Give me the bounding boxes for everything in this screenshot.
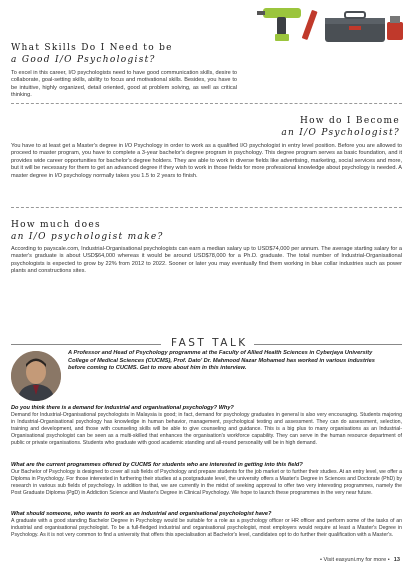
question: What are the current programmes offered by CUCMS for students who are interested in getting into this field? — [11, 462, 303, 468]
fast-talk-rule-right — [254, 344, 402, 345]
heading-line-2: an I/O psychologist make? — [11, 232, 164, 242]
heading-line-1: How do I Become — [299, 116, 400, 126]
question: Do you think there is a demand for industrial and organisational psychology? Why? — [11, 405, 234, 411]
answer: A graduate with a good standing Bachelor Degree in Psychology would be suitable for a role as a psychology officer or HR officer and perform some of the tasks of an industrial and organisational psychologist. To be a full-fledged industrial and organisational psychologist, most employers would require at least a Master's Degree in Psychology. As it is not very common to find a university that offers this specialisation at Bachelor's level, candidates opt to do further their qualification with a Master's. — [11, 518, 402, 539]
tools-icon — [255, 4, 407, 44]
power-drill-icon — [257, 8, 301, 41]
question: What should someone, who wants to work as an industrial and organisational psychologist have? — [11, 511, 272, 517]
qa-item — [11, 405, 402, 447]
qa-item — [11, 462, 402, 497]
person-icon — [11, 351, 61, 401]
page-footer — [320, 557, 400, 563]
section-body: You have to at least get a Master's degree in I/O Psychology in order to work as a qualified I/O psychologist in entry level position. Before you are allowed to proceed to master program, you have to complete a 3-year bachelor's degree program in psychology. This degree program serves as basic foundation, and it provides wide career opportunities for bachelor's degree holders. They are able to work in diverse fields like advertising, marketing, social services and more, but it will be necessary for them to get an advanced degree if they wish to work in those fields for more professional knowledge about psychology is needed. A master degree in I/O psychology normally takes you 1.5 to 2 years to finish. — [11, 143, 402, 179]
section-heading — [281, 115, 400, 139]
toolbox-icon — [325, 12, 385, 42]
heading-line-1: How much does — [11, 220, 101, 230]
fast-talk-bio: A Professor and Head of Psychology programme at the Faculty of Allied Health Sciences in Cyberjaya University College of Medical Sciences (CUCMS), Prof. Dato' Dr. Mahmood Nazar Mohamed has worked in various industries before coming to CUCMS. Get to more about him in this interview. — [68, 350, 375, 371]
heading-line-2: an I/O Psychologist? — [281, 128, 400, 138]
page-number: 13 — [393, 557, 400, 563]
section-body: According to payscale.com, Industrial-Organisational psychologists can earn a median salary up to USD$74,000 per annum. The average starting salary for a master's graduate is about USD$64,000 whereas it would be around USD$78,000 for a Ph.D. graduate. The total number of Industrial-Organisational psychologists is expected to grow by 22% from 2012 to 2022. Sooner or later you may eventually find them working in blue collar industries such as power plants and constructions sites. — [11, 246, 402, 275]
answer: Demand for Industrial-Organisational psychologists in Malaysia is good; in fact, demand for psychology graduates in general is also very encouraging. Students majoring in Industrial-Organisational psychology has knowledge in human behavior, management, psychological testing and assessment. They can do assessment, selection, training and development, and those with counseling skills will be able to give counseling and guidance. This is a big plus to many organisations as an Industrial-Organisational psychologist can be seen as a multi-skilled that enhances the organisation's workforce capability. They can serve in the human resource department of public or private organisations. Students who graduate with good academic standing and all-round personality will be in high demand. — [11, 412, 402, 447]
divider — [11, 103, 402, 104]
avatar — [11, 351, 61, 401]
heading-line-2: a Good I/O Psychologist? — [11, 55, 156, 65]
section-heading — [11, 219, 164, 243]
heading-line-1: What Skills Do I Need to be — [11, 43, 173, 53]
answer: Our Bachelor of Psychology is designed to cover all sub fields of Psychology and prepare students for the job market or to further their studies. At an entry level, we offer a Diploma in Psychology. For those interested in furthering their studies at a postgraduate level, the university offers a Master's Degree in Sciences and Doctorate (PhD) by research in various sub fields of psychology. In addition to that, we are currently in the midst of seeking approval to offer two very interesting programmes, namely the Post Graduate Diploma (PgD) in Addiction Science and Master's Degree in Clinical Psychology. We hope to launch these programmes in the very near future. — [11, 469, 402, 497]
fast-talk-title: FAST TALK — [171, 337, 248, 349]
website-link[interactable]: • Visit easyuni.my for more • — [320, 557, 390, 563]
qa-item — [11, 511, 402, 539]
section-body: To excel in this career, I/O psychologists need to have good communication skills, desire to collaborate, goal-setting skills, ability to focus and motivational skills. Besides, you have to be intuitive, highly organized, detail oriented, good at problem solving, as well as critical thinking. — [11, 70, 237, 99]
fast-talk-rule-left — [11, 344, 161, 345]
section-heading — [11, 42, 173, 66]
divider — [11, 207, 402, 208]
